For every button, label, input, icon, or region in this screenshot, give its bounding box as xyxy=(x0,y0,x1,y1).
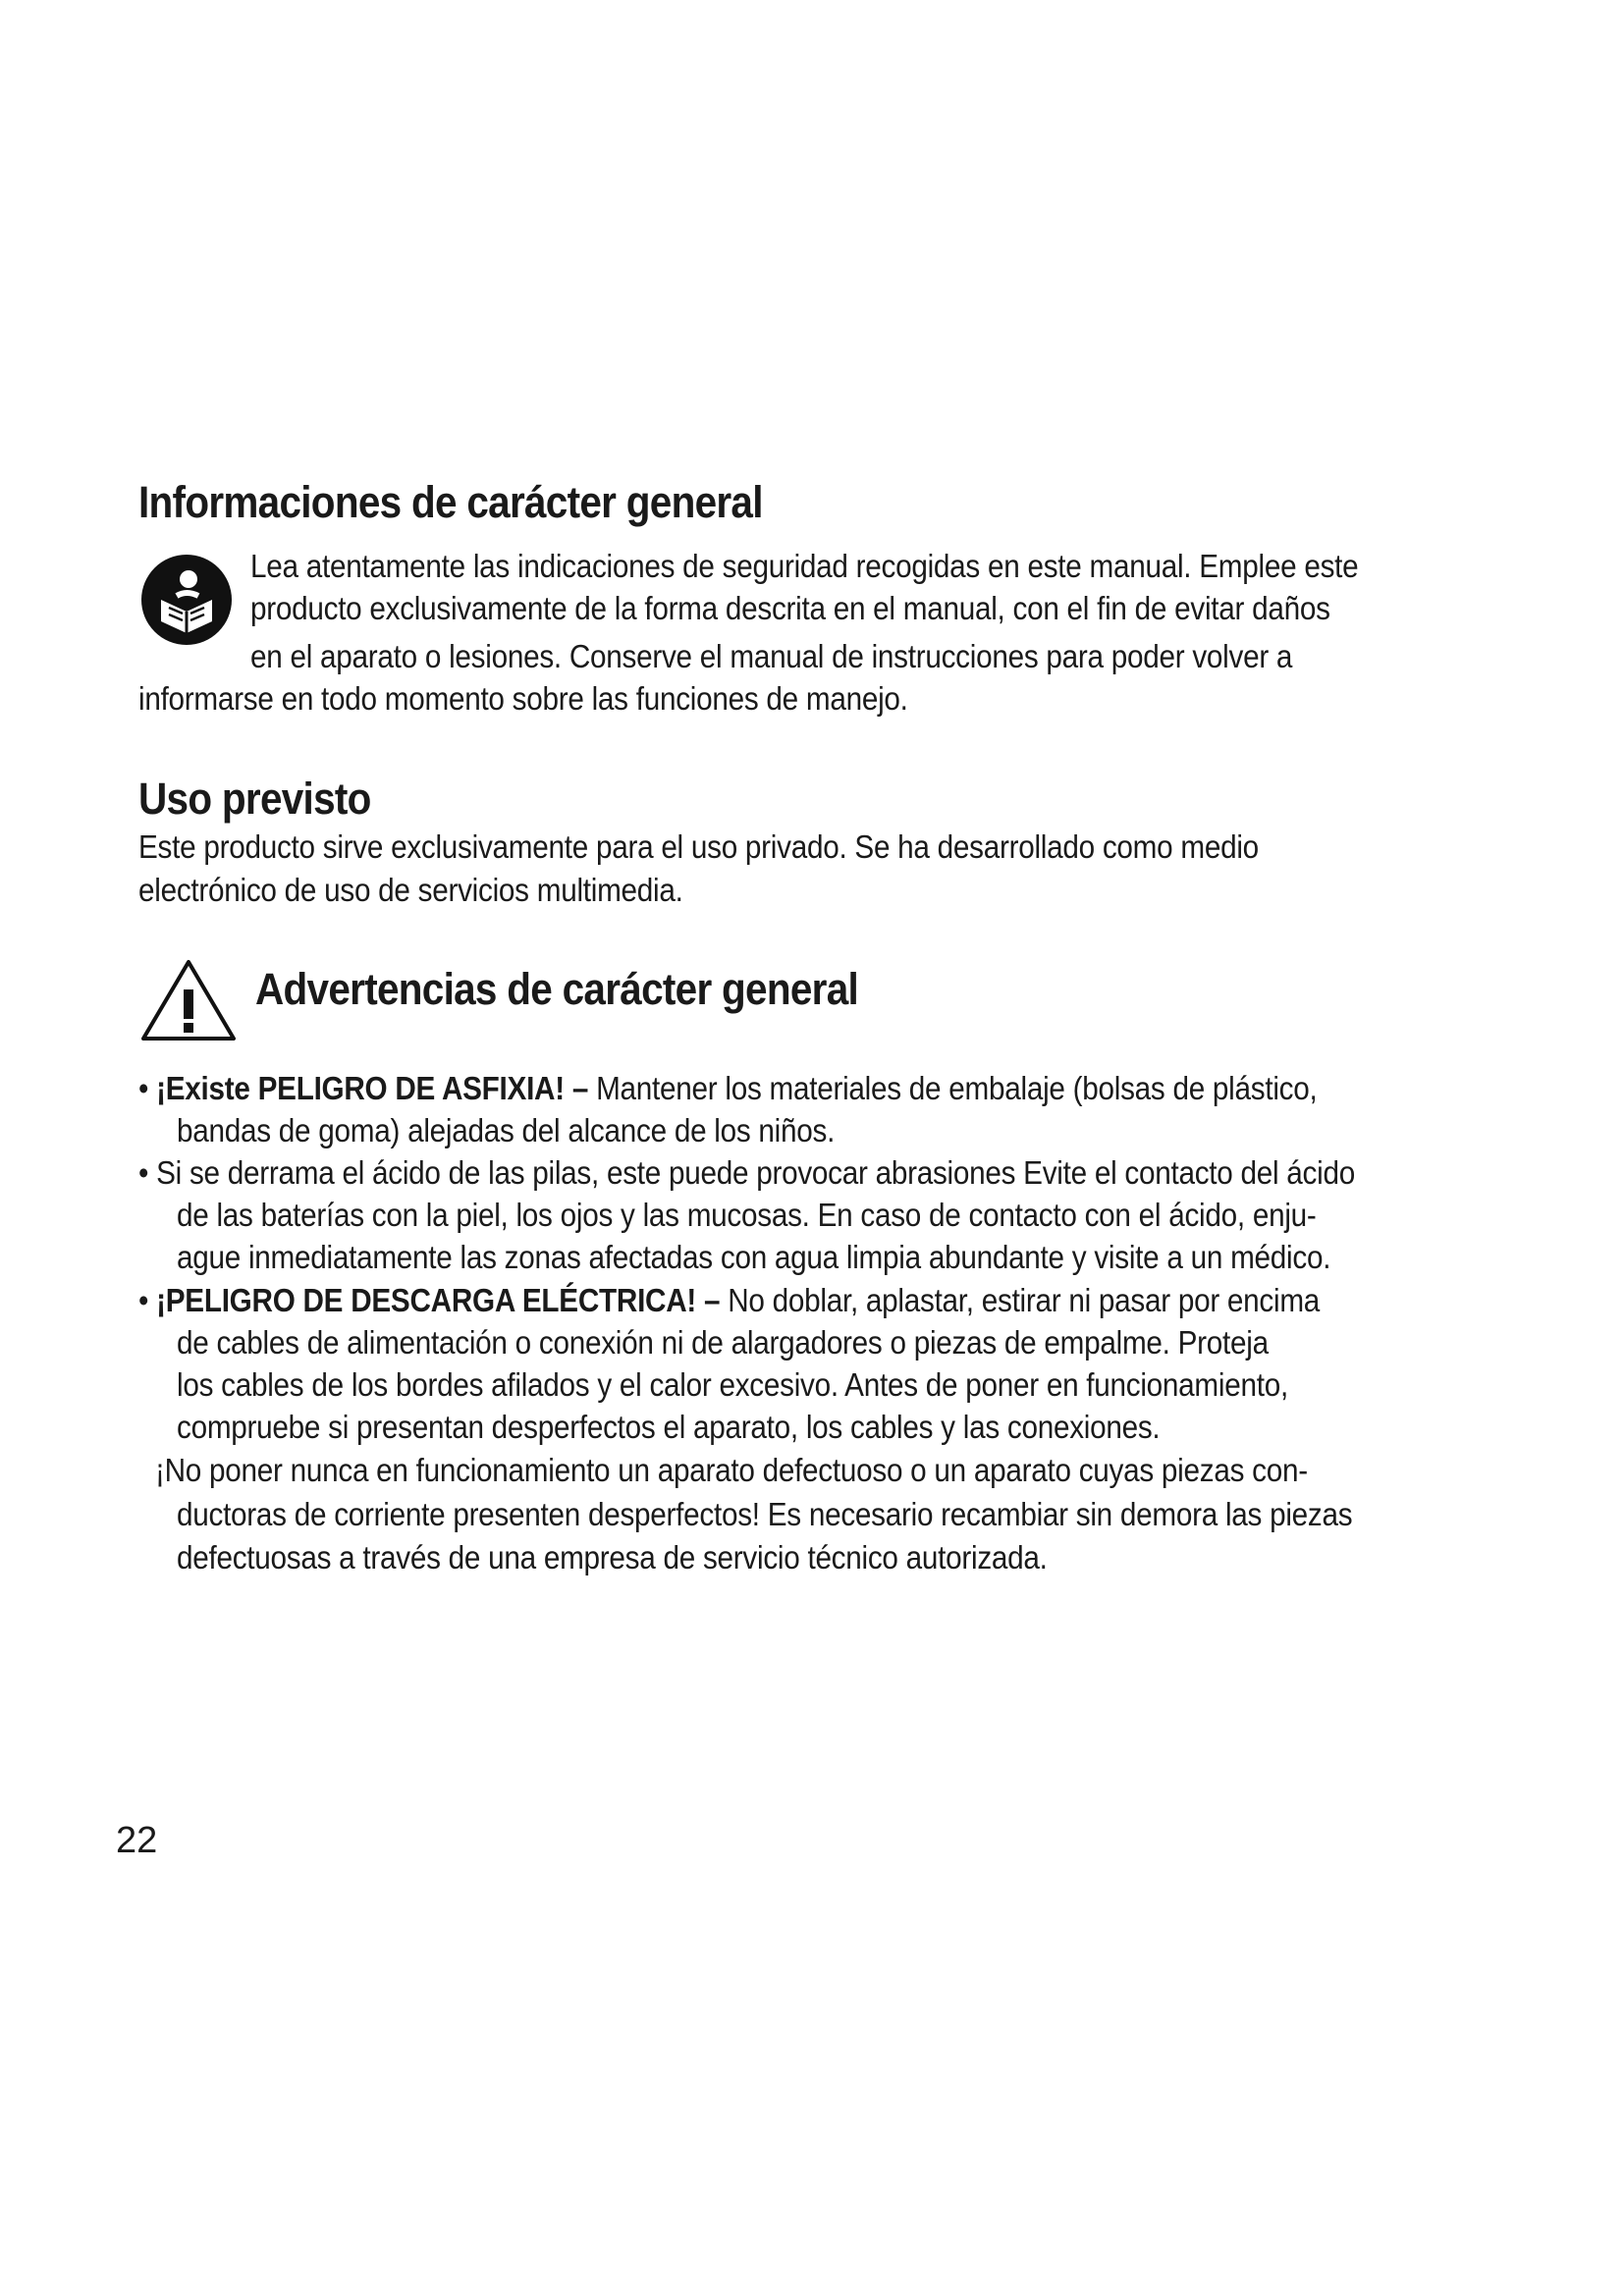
warning-item-battery-acid xyxy=(138,1154,1355,1192)
warning-text-electric-shock: No doblar, aplastar, estirar ni pasar por encima xyxy=(728,1282,1321,1318)
intended-use-line-1: Este producto sirve exclusivamente para el uso privado. Se ha desarrollado como medio xyxy=(138,828,1259,865)
warning-acid-cont-1: de las baterías con la piel, los ojos y las mucosas. En caso de contacto con el ácido, enju- xyxy=(177,1197,1317,1233)
defective-device-note: ¡No poner nunca en funcionamiento un aparato defectuoso o un aparato cuyas piezas con- xyxy=(155,1452,1308,1488)
warning-shock-cont-3: compruebe si presentan desperfectos el aparato, los cables y las conexiones. xyxy=(177,1409,1161,1445)
defective-note-cont-1: ductoras de corriente presenten desperfectos! Es necesario recambiar sin demora las piezas xyxy=(177,1496,1353,1532)
warning-triangle-icon xyxy=(139,958,238,1042)
bullet: • xyxy=(138,1070,149,1106)
intended-use-line-2: electrónico de uso de servicios multimedia. xyxy=(138,872,683,908)
warning-acid-cont-2: ague inmediatamente las zonas afectadas con agua limpia abundante y visite a un médico. xyxy=(177,1239,1331,1275)
warning-text-battery-acid: Si se derrama el ácido de las pilas, este puede provocar abrasiones Evite el contacto del ácido xyxy=(156,1154,1355,1191)
warning-label-asphyxia: ¡Existe PELIGRO DE ASFIXIA! – xyxy=(156,1070,589,1106)
general-warnings-title: Advertencias de carácter general xyxy=(255,964,859,1014)
read-manual-icon xyxy=(139,553,234,647)
general-info-line-4: informarse en todo momento sobre las funciones de manejo. xyxy=(138,680,908,717)
warning-shock-cont-2: los cables de los bordes afilados y el calor excesivo. Antes de poner en funcionamiento, xyxy=(177,1366,1288,1403)
warning-label-electric-shock: ¡PELIGRO DE DESCARGA ELÉCTRICA! – xyxy=(156,1282,721,1318)
warning-text-asphyxia: Mantener los materiales de embalaje (bolsas de plástico, xyxy=(596,1070,1318,1106)
general-info-line-3: en el aparato o lesiones. Conserve el manual de instrucciones para poder volver a xyxy=(250,638,1293,674)
defective-note-cont-2: defectuosas a través de una empresa de servicio técnico autorizada. xyxy=(177,1539,1048,1575)
intended-use-title: Uso previsto xyxy=(138,774,371,824)
general-info-line-2: producto exclusivamente de la forma descrita en el manual, con el fin de evitar daños xyxy=(250,590,1330,626)
warning-asphyxia-cont-1: bandas de goma) alejadas del alcance de los niños. xyxy=(177,1112,836,1148)
bullet: • xyxy=(138,1154,149,1191)
page-number: 22 xyxy=(116,1820,158,1861)
bullet: • xyxy=(138,1282,149,1318)
warning-shock-cont-1: de cables de alimentación o conexión ni de alargadores o piezas de empalme. Proteja xyxy=(177,1324,1269,1361)
general-info-line-1: Lea atentamente las indicaciones de seguridad recogidas en este manual. Emplee este xyxy=(250,548,1359,584)
warning-item-electric-shock xyxy=(138,1282,1320,1319)
warning-item-asphyxia xyxy=(138,1070,1317,1107)
general-info-title: Informaciones de carácter general xyxy=(138,477,763,527)
